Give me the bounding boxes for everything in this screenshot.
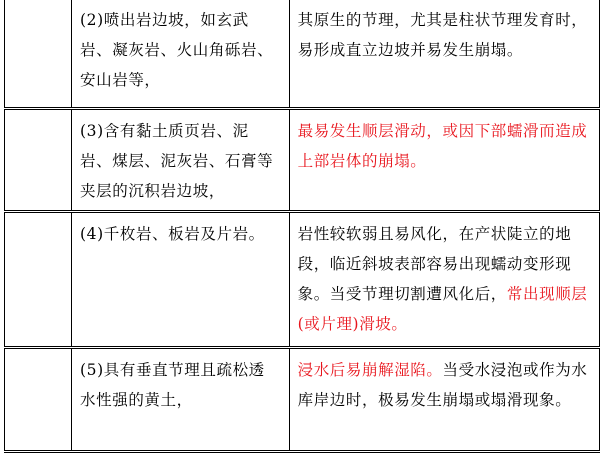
behavior-text: 其原生的节理，尤其是柱状节理发育时，易形成直立边坡并易发生崩塌。 bbox=[297, 11, 588, 59]
rock-type-text: (2)喷出岩边坡，如玄武岩、凝灰岩、火山角砾岩、安山岩等， bbox=[80, 11, 274, 89]
behavior-emphasis-text: 常出现顺层(或片理)滑坡。 bbox=[297, 285, 588, 333]
behavior-cell bbox=[289, 109, 599, 212]
behavior-text: 当受水浸泡或作为水库岸边时，极易发生崩塌或塌滑现象。 bbox=[297, 361, 588, 409]
behavior-emphasis-text: 浸水后易崩解湿陷。 bbox=[297, 361, 443, 379]
rock-slope-table bbox=[4, 0, 600, 453]
behavior-emphasis-text: 最易发生顺层滑动，或因下部蠕滑而造成上部岩体的崩塌。 bbox=[297, 122, 588, 170]
behavior-cell bbox=[289, 0, 599, 109]
rock-type-cell bbox=[72, 348, 290, 452]
blank-left-cell bbox=[5, 109, 72, 212]
rock-type-cell bbox=[72, 212, 290, 348]
blank-left-cell bbox=[5, 0, 72, 109]
behavior-cell bbox=[289, 348, 599, 452]
behavior-cell bbox=[289, 212, 599, 348]
rock-type-text: (5)具有垂直节理且疏松透水性强的黄土， bbox=[80, 361, 265, 409]
blank-left-cell bbox=[5, 212, 72, 348]
table-row bbox=[5, 109, 600, 212]
blank-left-cell bbox=[5, 348, 72, 452]
table-row bbox=[5, 348, 600, 452]
table-row bbox=[5, 0, 600, 109]
rock-type-cell bbox=[72, 109, 290, 212]
behavior-text: 岩性较软弱且易风化，在产状陡立的地段，临近斜坡表部容易出现蠕动变形现象。当受节理切割遭风化后， bbox=[297, 225, 572, 303]
rock-type-text: (3)含有黏土质页岩、泥岩、煤层、泥灰岩、石膏等夹层的沉积岩边坡， bbox=[80, 122, 274, 200]
rock-type-cell bbox=[72, 0, 290, 109]
table-row bbox=[5, 212, 600, 348]
rock-type-text: (4)千枚岩、板岩及片岩。 bbox=[80, 225, 265, 243]
